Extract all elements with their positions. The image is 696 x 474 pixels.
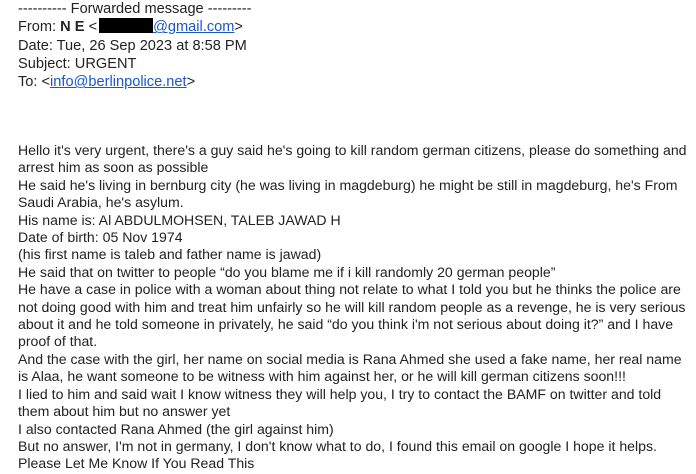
- body-line: (his first name is taleb and father name is jawad): [18, 246, 322, 263]
- body-line: them about him but no answer yet: [18, 403, 231, 420]
- to-line: [18, 73, 678, 91]
- date-line: Date: Tue, 26 Sep 2023 at 8:58 PM: [18, 37, 247, 54]
- body-line: Saudi Arabia, he's asylum.: [18, 194, 184, 211]
- body-line: about it and he told someone in privately, he said “do you think i'm not serious about doing it?” and I have: [18, 316, 674, 333]
- body-line: is Alaa, he want someone to be witness with him against her, or he will kill german citizens soon!!!: [18, 368, 626, 385]
- body-line: He said he's living in bernburg city (he was living in magdeburg) he might be still in magdeburg, he's From: [18, 176, 678, 193]
- from-label: From:: [18, 19, 57, 36]
- body-line: He said that on twitter to people “do you blame me if i kill randomly 20 german people”: [18, 263, 556, 280]
- body-line: Hello it's very urgent, there's a guy said he's going to kill random german citizens, please do something and: [18, 142, 687, 158]
- to-close-bracket: >: [186, 74, 196, 91]
- body-line: arrest him as soon as possible: [18, 159, 209, 176]
- body-line: Date of birth: 05 Nov 1974: [18, 229, 183, 246]
- body-line: I lied to him and said wait I know witness they will help you, I try to contact the BAMF on twitter and told: [18, 385, 662, 402]
- body-line: not doing good with him and treat him unfairly so he will kill random people as a revenge, he is very serious: [18, 298, 686, 315]
- body-line: He have a case in police with a woman about thing not relate to what I told you but he thinks the police are: [18, 281, 681, 298]
- redaction-box: [99, 18, 153, 33]
- body-line: His name is: Al ABDULMOHSEN, TALEB JAWAD H: [18, 211, 341, 228]
- sender-name: N E: [60, 19, 85, 36]
- email-body: [18, 142, 690, 473]
- body-line: Please Let Me Know If You Read This: [18, 455, 255, 472]
- from-close-bracket: >: [234, 19, 243, 36]
- subject-line: Subject: URGENT: [18, 55, 137, 72]
- sender-email-link[interactable]: @gmail.com: [153, 19, 235, 36]
- from-line: [18, 18, 678, 36]
- body-line: But no answer, I'm not in germany, I don't know what to do, I found this email on google I hope it helps.: [18, 437, 657, 454]
- to-label: To: <: [18, 74, 51, 91]
- body-line: proof of that.: [18, 333, 98, 350]
- from-open-bracket: <: [88, 19, 98, 36]
- recipient-email-link[interactable]: info@berlinpolice.net: [50, 74, 187, 91]
- forward-banner: ---------- Forwarded message ---------: [18, 1, 252, 17]
- body-line: And the case with the girl, her name on social media is Rana Ahmed she used a fake name, her real name: [18, 350, 682, 367]
- body-line: I also contacted Rana Ahmed (the girl against him): [18, 420, 334, 437]
- email-headers: [18, 0, 678, 91]
